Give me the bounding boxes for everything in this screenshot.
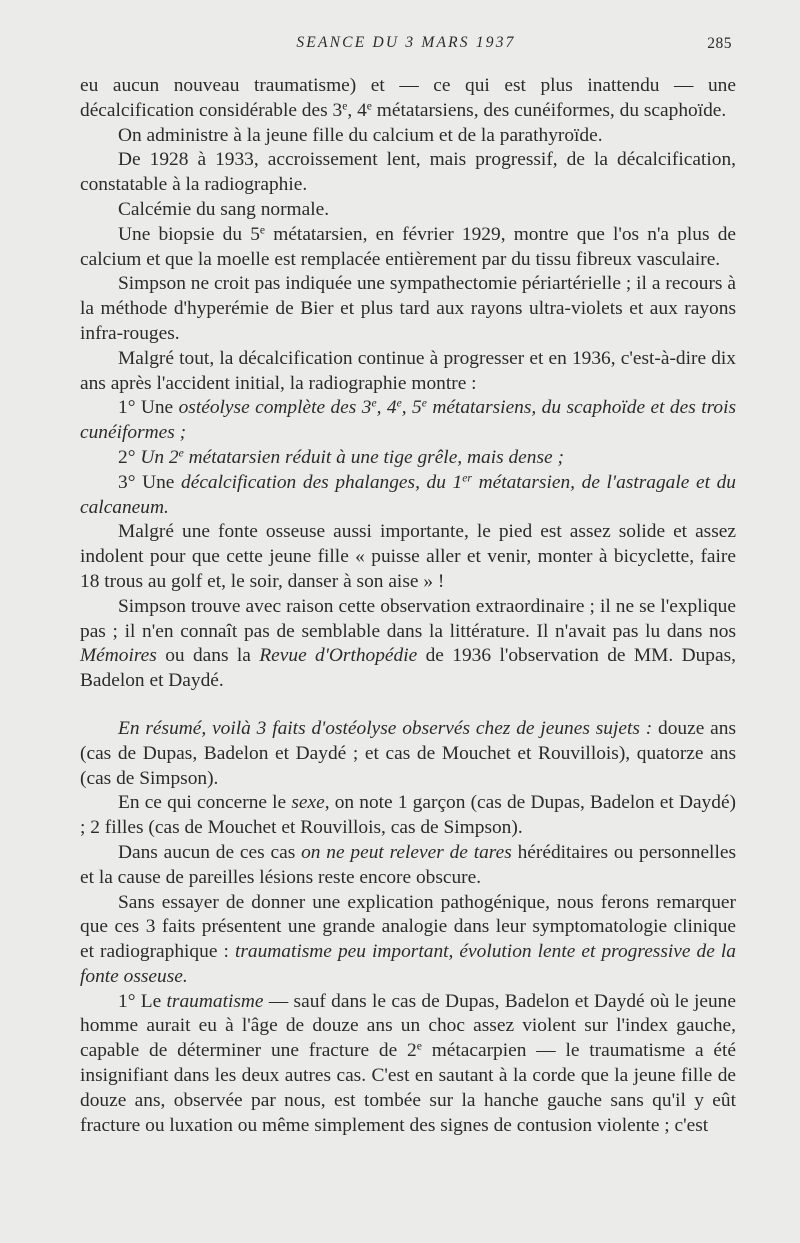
paragraph: Dans aucun de ces cas on ne peut relever de tares héréditaires ou personnelles et la cause de pareilles lésions reste encore obscure. bbox=[80, 841, 736, 888]
list-item: 3° Une décalcification des phalanges, du 1er métatarsien, de l'astragale et du calcaneum. bbox=[80, 471, 736, 518]
paragraph: De 1928 à 1933, accroissement lent, mais progressif, de la décalcification, constatable à la radiographie. bbox=[80, 149, 736, 196]
paragraph: eu aucun nouveau traumatisme) et — ce qui est plus inattendu — une décalcification considérable des 3e, 4e métatarsiens, des cunéiformes, du scaphoïde. bbox=[80, 75, 736, 121]
paragraph: Malgré tout, la décalcification continue à progresser et en 1936, c'est-à-dire dix ans après l'accident initial, la radiographie montre : bbox=[80, 347, 736, 394]
paragraph: Calcémie du sang normale. bbox=[118, 198, 330, 220]
page-number: 285 bbox=[707, 35, 732, 52]
body-text bbox=[80, 74, 736, 1138]
paragraph: Simpson trouve avec raison cette observation extraordinaire ; il ne se l'explique pas ; il n'en connaît pas de semblable dans la littérature. Il n'avait pas lu dans nos Mémoires ou dans la Revue d'Orthopédie de 1936 l'observation de MM. Dupas, Badelon et Daydé. bbox=[80, 595, 736, 692]
summary-paragraph: En résumé, voilà 3 faits d'ostéolyse observés chez de jeunes sujets : douze ans (cas de Dupas, Badelon et Daydé ; et cas de Mouchet et Rouvillois), quatorze ans (cas de Simpson). bbox=[80, 717, 736, 789]
list-item: 2° Un 2e métatarsien réduit à une tige grêle, mais dense ; bbox=[118, 446, 564, 468]
list-item: 1° Une ostéolyse complète des 3e, 4e, 5e métatarsiens, du scaphoïde et des trois cunéiformes ; bbox=[80, 396, 737, 444]
paragraph: Une biopsie du 5e métatarsien, en février 1929, montre que l'os n'a plus de calcium et que la moelle est remplacée entièrement par du tissu fibreux vasculaire. bbox=[80, 223, 736, 270]
paragraph: On administre à la jeune fille du calcium et de la parathyroïde. bbox=[118, 124, 603, 146]
paragraph: Sans essayer de donner une explication pathogénique, nous ferons remarquer que ces 3 faits présentent une grande analogie dans leur symptomatologie clinique et radiographique : traumatisme peu important, évolution lente et progressive de la fonte osseuse. bbox=[80, 891, 736, 987]
paragraph: Simpson ne croit pas indiquée une sympathectomie périartérielle ; il a recours à la méthode d'hyperémie de Bier et plus tard aux rayons ultra-violets et aux rayons infra-rouges. bbox=[80, 273, 736, 344]
paragraph: Malgré une fonte osseuse aussi importante, le pied est assez solide et assez indolent pour que cette jeune fille « puisse aller et venir, monter à bicyclette, faire 18 trous au golf et, le soir, danser à son aise » ! bbox=[80, 521, 736, 592]
running-title: SEANCE DU 3 MARS 1937 bbox=[296, 34, 516, 51]
page-header bbox=[80, 34, 732, 58]
paragraph: 1° Le traumatisme — sauf dans le cas de Dupas, Badelon et Daydé où le jeune homme aurait eu à l'âge de douze ans un choc assez violent sur l'index gauche, capable de déterminer une fracture de 2e métacarpien — le traumatisme a été insignifiant dans les deux autres cas. C'est en sautant à la corde que la jeune fille de douze ans, observée par nous, est tombée sur la hanche gauche sans qu'il y eût fracture ou luxation ou même simplement des signes de contusion violente ; c'est bbox=[80, 990, 736, 1136]
paragraph: En ce qui concerne le sexe, on note 1 garçon (cas de Dupas, Badelon et Daydé) ; 2 filles (cas de Mouchet et Rouvillois, cas de Simpson). bbox=[80, 792, 737, 839]
